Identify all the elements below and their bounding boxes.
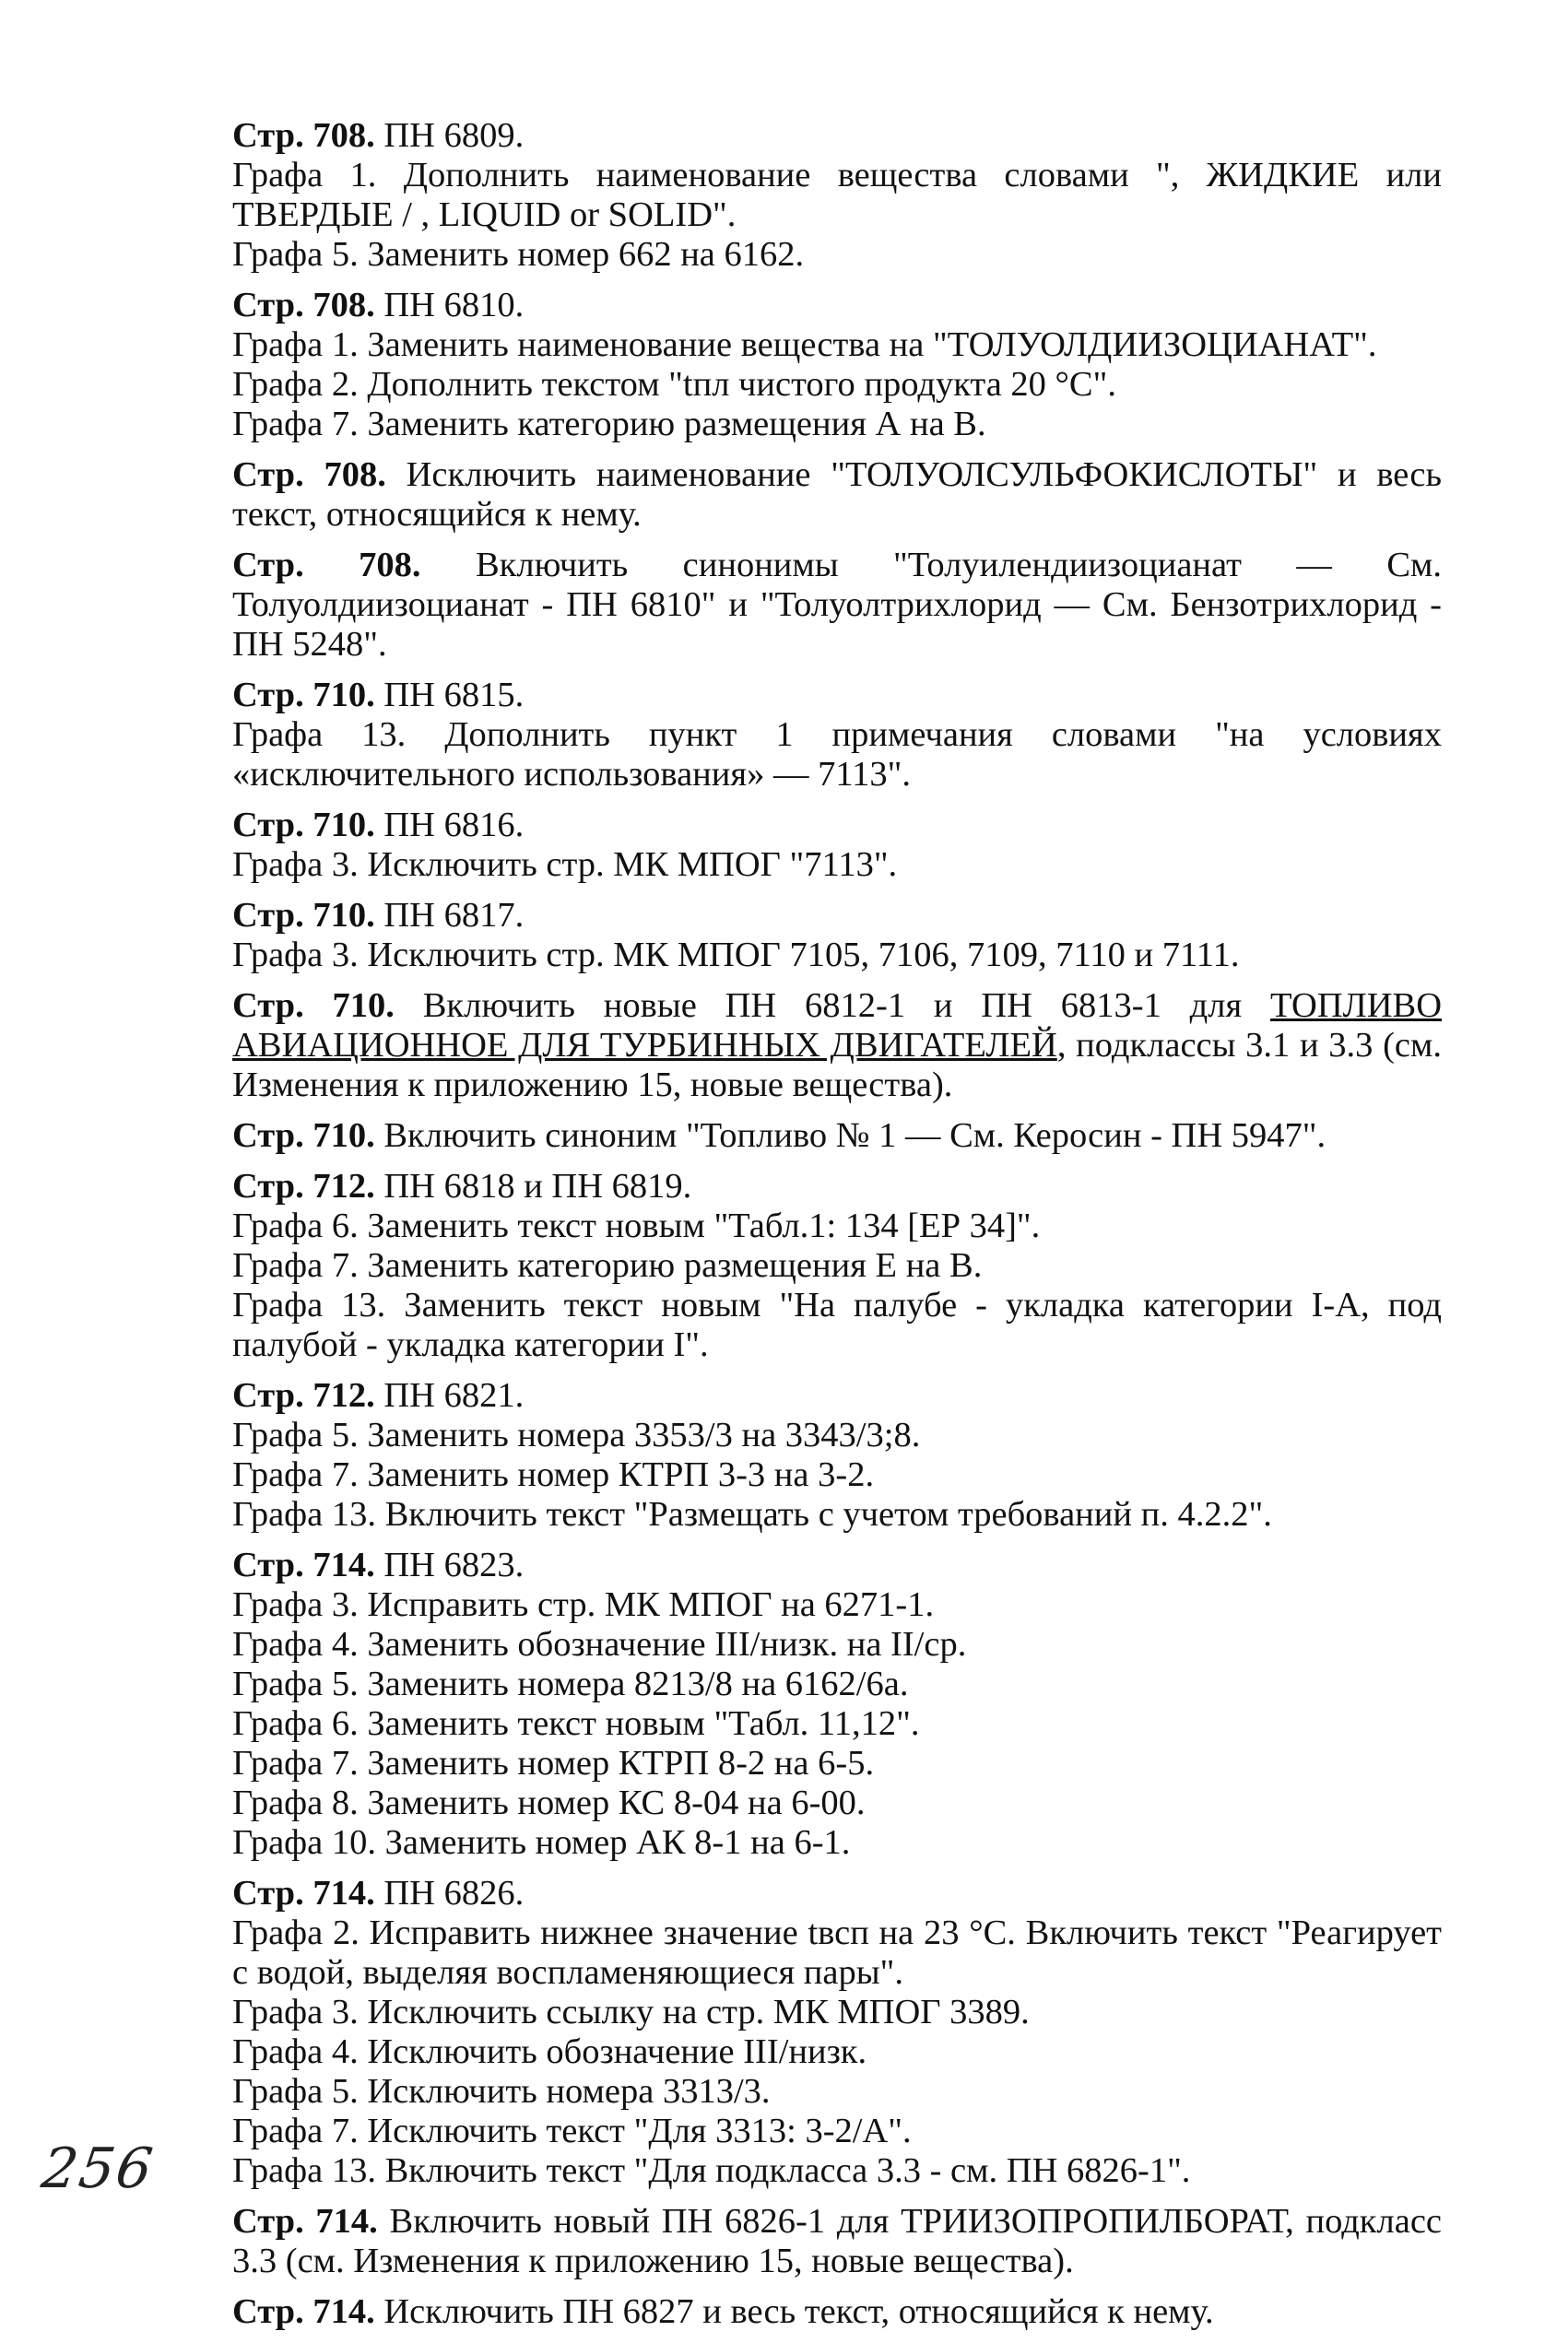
entry-line: Графа 13. Включить текст "Для подкласса 3.3 - см. ПН 6826-1". xyxy=(232,2151,1191,2190)
entry-heading: Стр. 712. ПН 6818 и ПН 6819. xyxy=(232,1167,692,1206)
entry-line: Графа 5. Заменить номера 3353/3 на 3343/3;8. xyxy=(232,1416,921,1454)
entry-line: Графа 10. Заменить номер АК 8-1 на 6-1. xyxy=(232,1823,851,1862)
entry-heading: Стр. 710. ПН 6816. xyxy=(232,806,525,844)
entry-710-6817 xyxy=(173,896,1442,975)
entry-710-6816 xyxy=(173,806,1442,885)
entry-line: Графа 3. Исправить стр. МК МПОГ на 6271-1. xyxy=(232,1585,935,1624)
page-ref: Стр. 712. xyxy=(232,1167,375,1206)
handwritten-page-number: 256 xyxy=(38,2137,159,2201)
document-page xyxy=(173,116,1442,2343)
page-ref: Стр. 708. xyxy=(232,455,386,494)
page-ref: Стр. 712. xyxy=(232,1376,375,1415)
page-ref: Стр. 708. xyxy=(232,116,375,155)
entry-line: Графа 7. Заменить номер КТРП 8-2 на 6-5. xyxy=(232,1744,875,1783)
entry-line: Графа 13. Дополнить пункт 1 примечания словами "на условиях «исключительного использования» — 7113". xyxy=(232,715,1442,794)
entry-line: Графа 4. Заменить обозначение III/низк. на II/ср. xyxy=(232,1625,967,1664)
entry-heading: Стр. 708. Исключить наименование "ТОЛУОЛСУЛЬФОКИСЛОТЫ" и весь текст, относящийся к нему. xyxy=(232,455,1443,534)
entry-heading: Стр. 708. Включить синонимы "Толуилендиизоцианат — См. Толуолдиизоцианат - ПН 6810" и "Толуолтрихлорид — См. Бензотрихлорид - ПН 5248". xyxy=(232,546,1442,664)
entry-714-6826 xyxy=(173,1874,1442,2191)
entry-714-exclude-6827 xyxy=(173,2292,1442,2332)
entry-heading: Стр. 708. ПН 6809. xyxy=(232,116,525,155)
underlined-substance-name: ТОПЛИВО АВИАЦИОННОЕ ДЛЯ ТУРБИННЫХ ДВИГАТЕЛЕЙ xyxy=(232,986,1443,1065)
entry-714-6823 xyxy=(173,1546,1442,1863)
entry-line: Графа 3. Исключить ссылку на стр. МК МПОГ 3389. xyxy=(232,1993,1030,2031)
page-ref: Стр. 710. xyxy=(232,986,395,1025)
entry-line: Графа 6. Заменить текст новым "Табл.1: 134 [ЕР 34]". xyxy=(232,1207,1041,1245)
entry-heading: Стр. 714. ПН 6826. xyxy=(232,1874,525,1913)
page-ref: Стр. 714. xyxy=(232,1546,375,1584)
entry-heading: Стр. 710. ПН 6817. xyxy=(232,896,525,935)
entry-712-6821 xyxy=(173,1376,1442,1535)
page-ref: Стр. 710. xyxy=(232,676,375,714)
entry-line: Графа 13. Включить текст "Размещать с учетом требований п. 4.2.2". xyxy=(232,1495,1272,1534)
entry-708-synonyms xyxy=(173,546,1442,665)
entry-line: Графа 1. Заменить наименование вещества на "ТОЛУОЛДИИЗОЦИАНАТ". xyxy=(232,325,1377,364)
entry-line: Графа 1. Дополнить наименование вещества словами ", ЖИДКИЕ или ТВЕРДЫЕ / , LIQUID or SOLID". xyxy=(232,156,1442,234)
entry-line: Графа 13. Заменить текст новым "На палубе - укладка категории I-A, под палубой - укладка категории I". xyxy=(232,1286,1442,1364)
entry-line: Графа 7. Заменить категорию размещения А на В. xyxy=(232,405,986,443)
entry-710-synonym xyxy=(173,1116,1442,1156)
entry-708-exclude xyxy=(173,455,1442,535)
entry-line: Графа 8. Заменить номер КС 8-04 на 6-00. xyxy=(232,1784,866,1822)
page-ref: Стр. 708. xyxy=(232,546,421,584)
page-ref: Стр. 714. xyxy=(232,2292,375,2331)
entry-line: Графа 7. Исключить текст "Для 3313: 3-2/А". xyxy=(232,2112,912,2150)
entry-heading: Стр. 714. ПН 6823. xyxy=(232,1546,525,1584)
entry-line: Графа 6. Заменить текст новым "Табл. 11,12". xyxy=(232,1704,920,1743)
entry-714-new-6826-1 xyxy=(173,2202,1442,2281)
entry-line: Графа 3. Исключить стр. МК МПОГ 7105, 7106, 7109, 7110 и 7111. xyxy=(232,936,1240,974)
entry-line: Графа 3. Исключить стр. МК МПОГ "7113". xyxy=(232,845,898,884)
entry-line: Графа 7. Заменить категорию размещения Е на В. xyxy=(232,1246,983,1285)
entry-line: Графа 5. Заменить номер 662 на 6162. xyxy=(232,235,805,274)
page-ref: Стр. 710. xyxy=(232,1116,375,1155)
entry-710-new-pn xyxy=(173,986,1442,1105)
entry-heading: Стр. 714. Включить новый ПН 6826-1 для ТРИИЗОПРОПИЛБОРАТ, подкласс 3.3 (см. Изменения к приложению 15, новые вещества). xyxy=(232,2202,1442,2280)
entry-708-6810 xyxy=(173,286,1442,444)
page-ref: Стр. 714. xyxy=(232,2202,378,2241)
entry-712-6818 xyxy=(173,1167,1442,1365)
entry-heading: Стр. 714. Исключить ПН 6827 и весь текст, относящийся к нему. xyxy=(232,2292,1214,2331)
entry-line: Графа 5. Заменить номера 8213/8 на 6162/6а. xyxy=(232,1665,909,1703)
entry-708-6809 xyxy=(173,116,1442,275)
entry-heading: Стр. 712. ПН 6821. xyxy=(232,1376,525,1415)
entry-heading: Стр. 710. Включить новые ПН 6812-1 и ПН 6813-1 для ТОПЛИВО АВИАЦИОННОЕ ДЛЯ ТУРБИННЫХ ДВИГАТЕЛЕЙ, подклассы 3.1 и 3.3 (см. Изменения к приложению 15, новые вещества). xyxy=(232,986,1443,1104)
entry-line: Графа 2. Исправить нижнее значение tвсп на 23 °С. Включить текст "Реагирует с водой, выделяя воспламеняющиеся пары". xyxy=(232,1913,1442,1992)
entry-line: Графа 5. Исключить номера 3313/3. xyxy=(232,2072,771,2111)
entry-line: Графа 7. Заменить номер КТРП 3-3 на 3-2. xyxy=(232,1455,875,1494)
page-ref: Стр. 710. xyxy=(232,806,375,844)
entry-heading: Стр. 710. Включить синоним "Топливо № 1 — См. Керосин - ПН 5947". xyxy=(232,1116,1326,1155)
entry-line: Графа 4. Исключить обозначение III/низк. xyxy=(232,2032,867,2071)
entry-heading: Стр. 710. ПН 6815. xyxy=(232,676,525,714)
page-ref: Стр. 714. xyxy=(232,1874,375,1913)
entry-710-6815 xyxy=(173,676,1442,795)
page-ref: Стр. 708. xyxy=(232,286,375,324)
page-ref: Стр. 710. xyxy=(232,896,375,935)
entry-heading: Стр. 708. ПН 6810. xyxy=(232,286,525,324)
entry-line: Графа 2. Дополнить текстом "tпл чистого продукта 20 °С". xyxy=(232,365,1116,404)
